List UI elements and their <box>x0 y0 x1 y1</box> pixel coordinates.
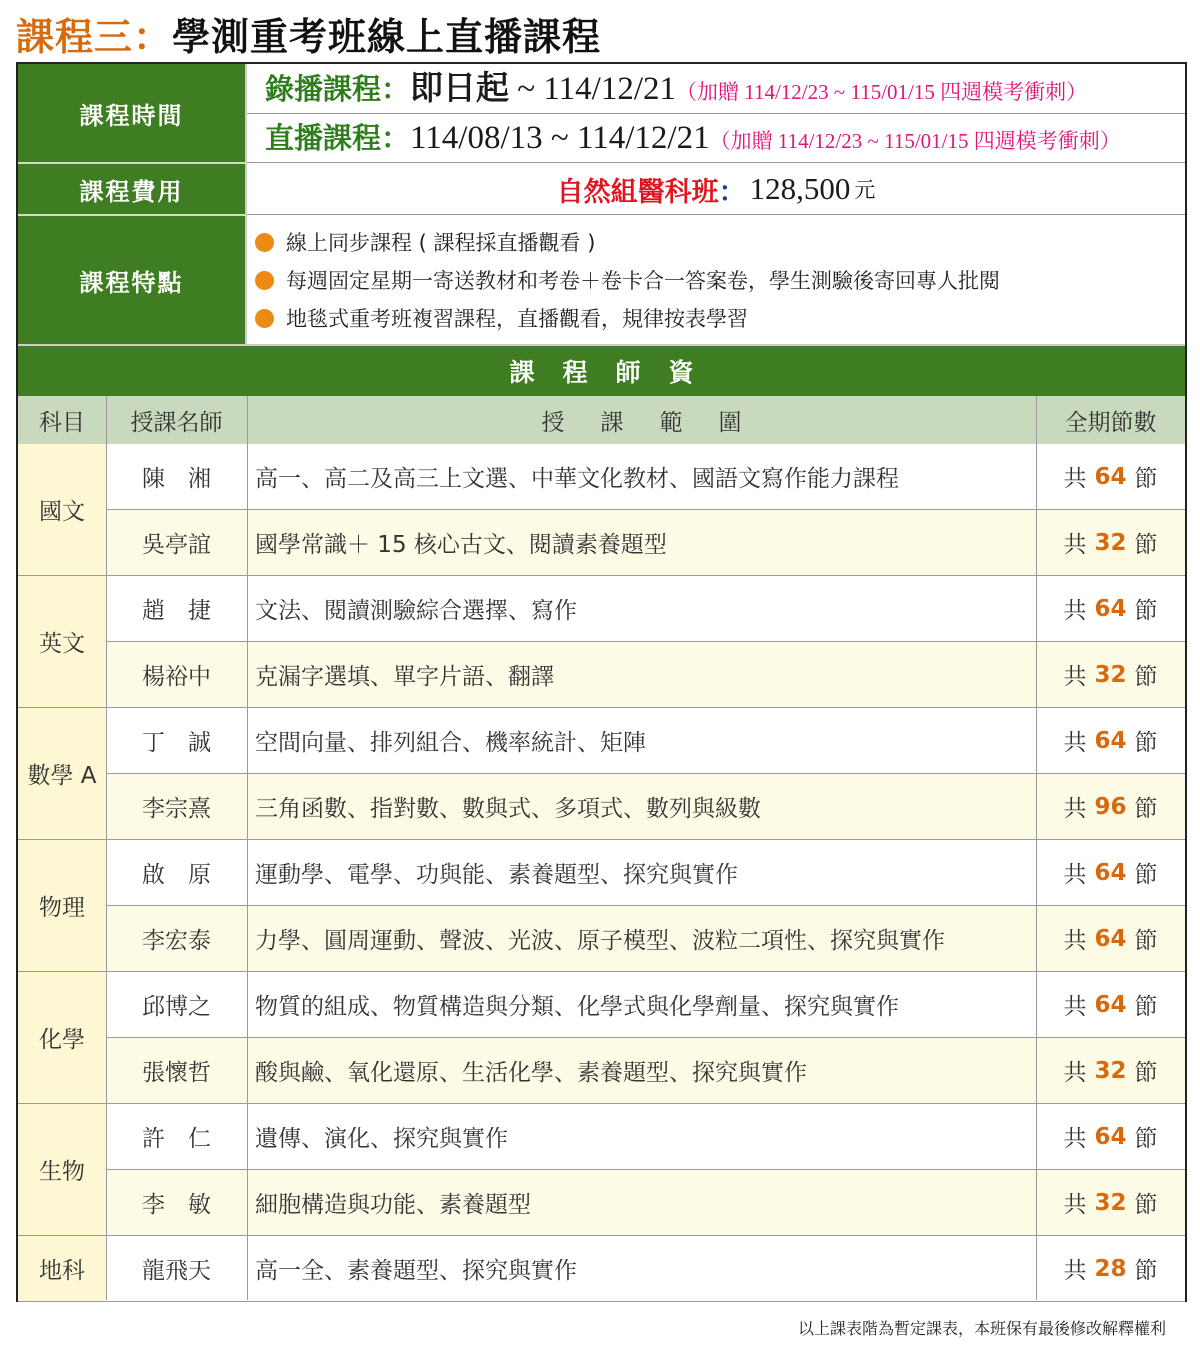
count-number: 64 <box>1094 925 1127 952</box>
recorded-course-line <box>265 64 1087 112</box>
footer-note: 以上課表階為暫定課表，本班保有最後修改解釋權利 <box>797 1319 1166 1338</box>
subject-cell: 國文 <box>18 444 106 576</box>
lesson-count <box>1036 774 1185 840</box>
course-range: 三角函數、指對數、數與式、多項式、數列與級數 <box>247 774 1036 840</box>
features-row <box>18 216 1185 344</box>
subject-cell: 物理 <box>18 840 106 972</box>
course-range: 國學常識＋ 15 核心古文、閱讀素養題型 <box>247 510 1036 576</box>
column-divider <box>247 396 248 1300</box>
course-range: 酸與鹼、氧化還原、生活化學、素養題型、探究與實作 <box>247 1038 1036 1104</box>
teacher-name: 龍飛天 <box>106 1236 247 1302</box>
subject-cell: 地科 <box>18 1236 106 1302</box>
count-suffix: 節 <box>1134 664 1158 690</box>
schedule-values <box>247 64 1185 162</box>
lesson-count <box>1036 906 1185 972</box>
recorded-start: 即日起 <box>410 68 510 107</box>
lesson-count <box>1036 1104 1185 1170</box>
count-prefix: 共 <box>1063 862 1087 888</box>
count-suffix: 節 <box>1134 994 1158 1020</box>
course-range: 運動學、電學、功與能、素養題型、探究與實作 <box>247 840 1036 906</box>
course-range: 克漏字選填、單字片語、翻譯 <box>247 642 1036 708</box>
feature-item: 線上同步課程 ( 課程採直播觀看 ) <box>255 224 595 262</box>
fee-amount: 128,500 <box>749 171 851 206</box>
live-course-line <box>265 114 1121 162</box>
count-prefix: 共 <box>1063 598 1087 624</box>
count-suffix: 節 <box>1134 1126 1158 1152</box>
lesson-count <box>1036 1038 1185 1104</box>
course-range: 高一、高二及高三上文選、中華文化教材、國語文寫作能力課程 <box>247 444 1036 510</box>
fee-colon: ： <box>718 176 746 208</box>
count-number: 28 <box>1094 1255 1127 1282</box>
teachers-heading: 課程師資 <box>18 344 1185 396</box>
count-number: 32 <box>1094 1189 1127 1216</box>
lesson-count <box>1036 444 1185 510</box>
count-suffix: 節 <box>1134 928 1158 954</box>
count-suffix: 節 <box>1134 466 1158 492</box>
count-suffix: 節 <box>1134 532 1158 558</box>
course-table <box>16 62 1187 1302</box>
count-number: 32 <box>1094 661 1127 688</box>
features-values <box>247 216 1185 344</box>
column-divider <box>106 396 107 1300</box>
schedule-row <box>18 64 1185 162</box>
teacher-name: 李宗熹 <box>106 774 247 840</box>
title-prefix: 課程三： <box>16 15 173 59</box>
feature-item: 地毯式重考班複習課程，直播觀看，規律按表學習 <box>255 300 748 338</box>
teacher-name: 丁 誠 <box>106 708 247 774</box>
lesson-count <box>1036 510 1185 576</box>
count-number: 32 <box>1094 1057 1127 1084</box>
lesson-count <box>1036 972 1185 1038</box>
fee-line <box>247 164 1185 214</box>
fee-unit: 元 <box>854 178 876 202</box>
teacher-name: 李宏泰 <box>106 906 247 972</box>
bullet-dot-icon <box>255 309 274 328</box>
count-prefix: 共 <box>1063 796 1087 822</box>
count-prefix: 共 <box>1063 730 1087 756</box>
subject-cell: 數學 A <box>18 708 106 840</box>
lesson-count <box>1036 1236 1185 1302</box>
teacher-name: 啟 原 <box>106 840 247 906</box>
fee-value <box>247 164 1185 214</box>
subject-cell: 化學 <box>18 972 106 1104</box>
recorded-note: （加贈 114/12/23 ~ 115/01/15 四週模考衝刺） <box>675 80 1088 104</box>
subject-cell: 英文 <box>18 576 106 708</box>
divider <box>247 162 1185 163</box>
course-range: 細胞構造與功能、素養題型 <box>247 1170 1036 1236</box>
count-suffix: 節 <box>1134 1060 1158 1086</box>
live-dates: 114/08/13 ~ 114/12/21 <box>410 120 710 156</box>
col-range: 授課範圍 <box>247 396 1036 444</box>
count-number: 64 <box>1094 595 1127 622</box>
count-prefix: 共 <box>1063 1192 1087 1218</box>
course-range: 高一全、素養題型、探究與實作 <box>247 1236 1036 1302</box>
count-prefix: 共 <box>1063 664 1087 690</box>
recorded-dates: ~ 114/12/21 <box>509 71 676 107</box>
lesson-count <box>1036 708 1185 774</box>
count-suffix: 節 <box>1134 1192 1158 1218</box>
teacher-name: 張懷哲 <box>106 1038 247 1104</box>
fee-class: 自然組醫科班 <box>556 176 719 208</box>
lesson-count <box>1036 576 1185 642</box>
course-range: 文法、閱讀測驗綜合選擇、寫作 <box>247 576 1036 642</box>
count-suffix: 節 <box>1134 1258 1158 1284</box>
teacher-name: 楊裕中 <box>106 642 247 708</box>
count-prefix: 共 <box>1063 928 1087 954</box>
subject-cell: 生物 <box>18 1104 106 1236</box>
count-number: 32 <box>1094 529 1127 556</box>
course-range: 空間向量、排列組合、機率統計、矩陣 <box>247 708 1036 774</box>
teacher-name: 許 仁 <box>106 1104 247 1170</box>
page-title <box>16 14 601 60</box>
lesson-count <box>1036 642 1185 708</box>
count-prefix: 共 <box>1063 466 1087 492</box>
count-number: 64 <box>1094 991 1127 1018</box>
count-suffix: 節 <box>1134 598 1158 624</box>
count-prefix: 共 <box>1063 1126 1087 1152</box>
count-number: 64 <box>1094 463 1127 490</box>
count-suffix: 節 <box>1134 862 1158 888</box>
count-number: 64 <box>1094 727 1127 754</box>
divider <box>247 214 1185 215</box>
live-course-label: 直播課程： <box>265 121 411 155</box>
count-prefix: 共 <box>1063 1258 1087 1284</box>
col-count: 全期節數 <box>1036 396 1185 444</box>
column-divider <box>1036 396 1037 1300</box>
teacher-name: 吳亭誼 <box>106 510 247 576</box>
count-prefix: 共 <box>1063 994 1087 1020</box>
count-number: 64 <box>1094 1123 1127 1150</box>
feature-item: 每週固定星期一寄送教材和考卷＋卷卡合一答案卷，學生測驗後寄回專人批閱 <box>255 262 1000 300</box>
count-number: 96 <box>1094 793 1127 820</box>
col-subject: 科目 <box>18 396 106 444</box>
course-range: 力學、圓周運動、聲波、光波、原子模型、波粒二項性、探究與實作 <box>247 906 1036 972</box>
bullet-dot-icon <box>255 233 274 252</box>
title-main: 學測重考班線上直播課程 <box>172 15 602 59</box>
count-suffix: 節 <box>1134 730 1158 756</box>
fee-row <box>18 164 1185 214</box>
bullet-dot-icon <box>255 271 274 290</box>
course-range: 遺傳、演化、探究與實作 <box>247 1104 1036 1170</box>
teacher-name: 李 敏 <box>106 1170 247 1236</box>
teacher-name: 陳 湘 <box>106 444 247 510</box>
features-label: 課程特點 <box>18 216 247 344</box>
fee-label: 課程費用 <box>18 164 247 214</box>
count-prefix: 共 <box>1063 532 1087 558</box>
schedule-label: 課程時間 <box>18 64 247 162</box>
lesson-count <box>1036 840 1185 906</box>
count-prefix: 共 <box>1063 1060 1087 1086</box>
teacher-name: 邱博之 <box>106 972 247 1038</box>
lesson-count <box>1036 1170 1185 1236</box>
live-note: （加贈 114/12/23 ~ 115/01/15 四週模考衝刺） <box>709 129 1121 153</box>
course-range: 物質的組成、物質構造與分類、化學式與化學劑量、探究與實作 <box>247 972 1036 1038</box>
col-teacher: 授課名師 <box>106 396 247 444</box>
count-suffix: 節 <box>1134 796 1158 822</box>
teacher-name: 趙 捷 <box>106 576 247 642</box>
count-number: 64 <box>1094 859 1127 886</box>
recorded-course-label: 錄播課程： <box>265 72 411 106</box>
